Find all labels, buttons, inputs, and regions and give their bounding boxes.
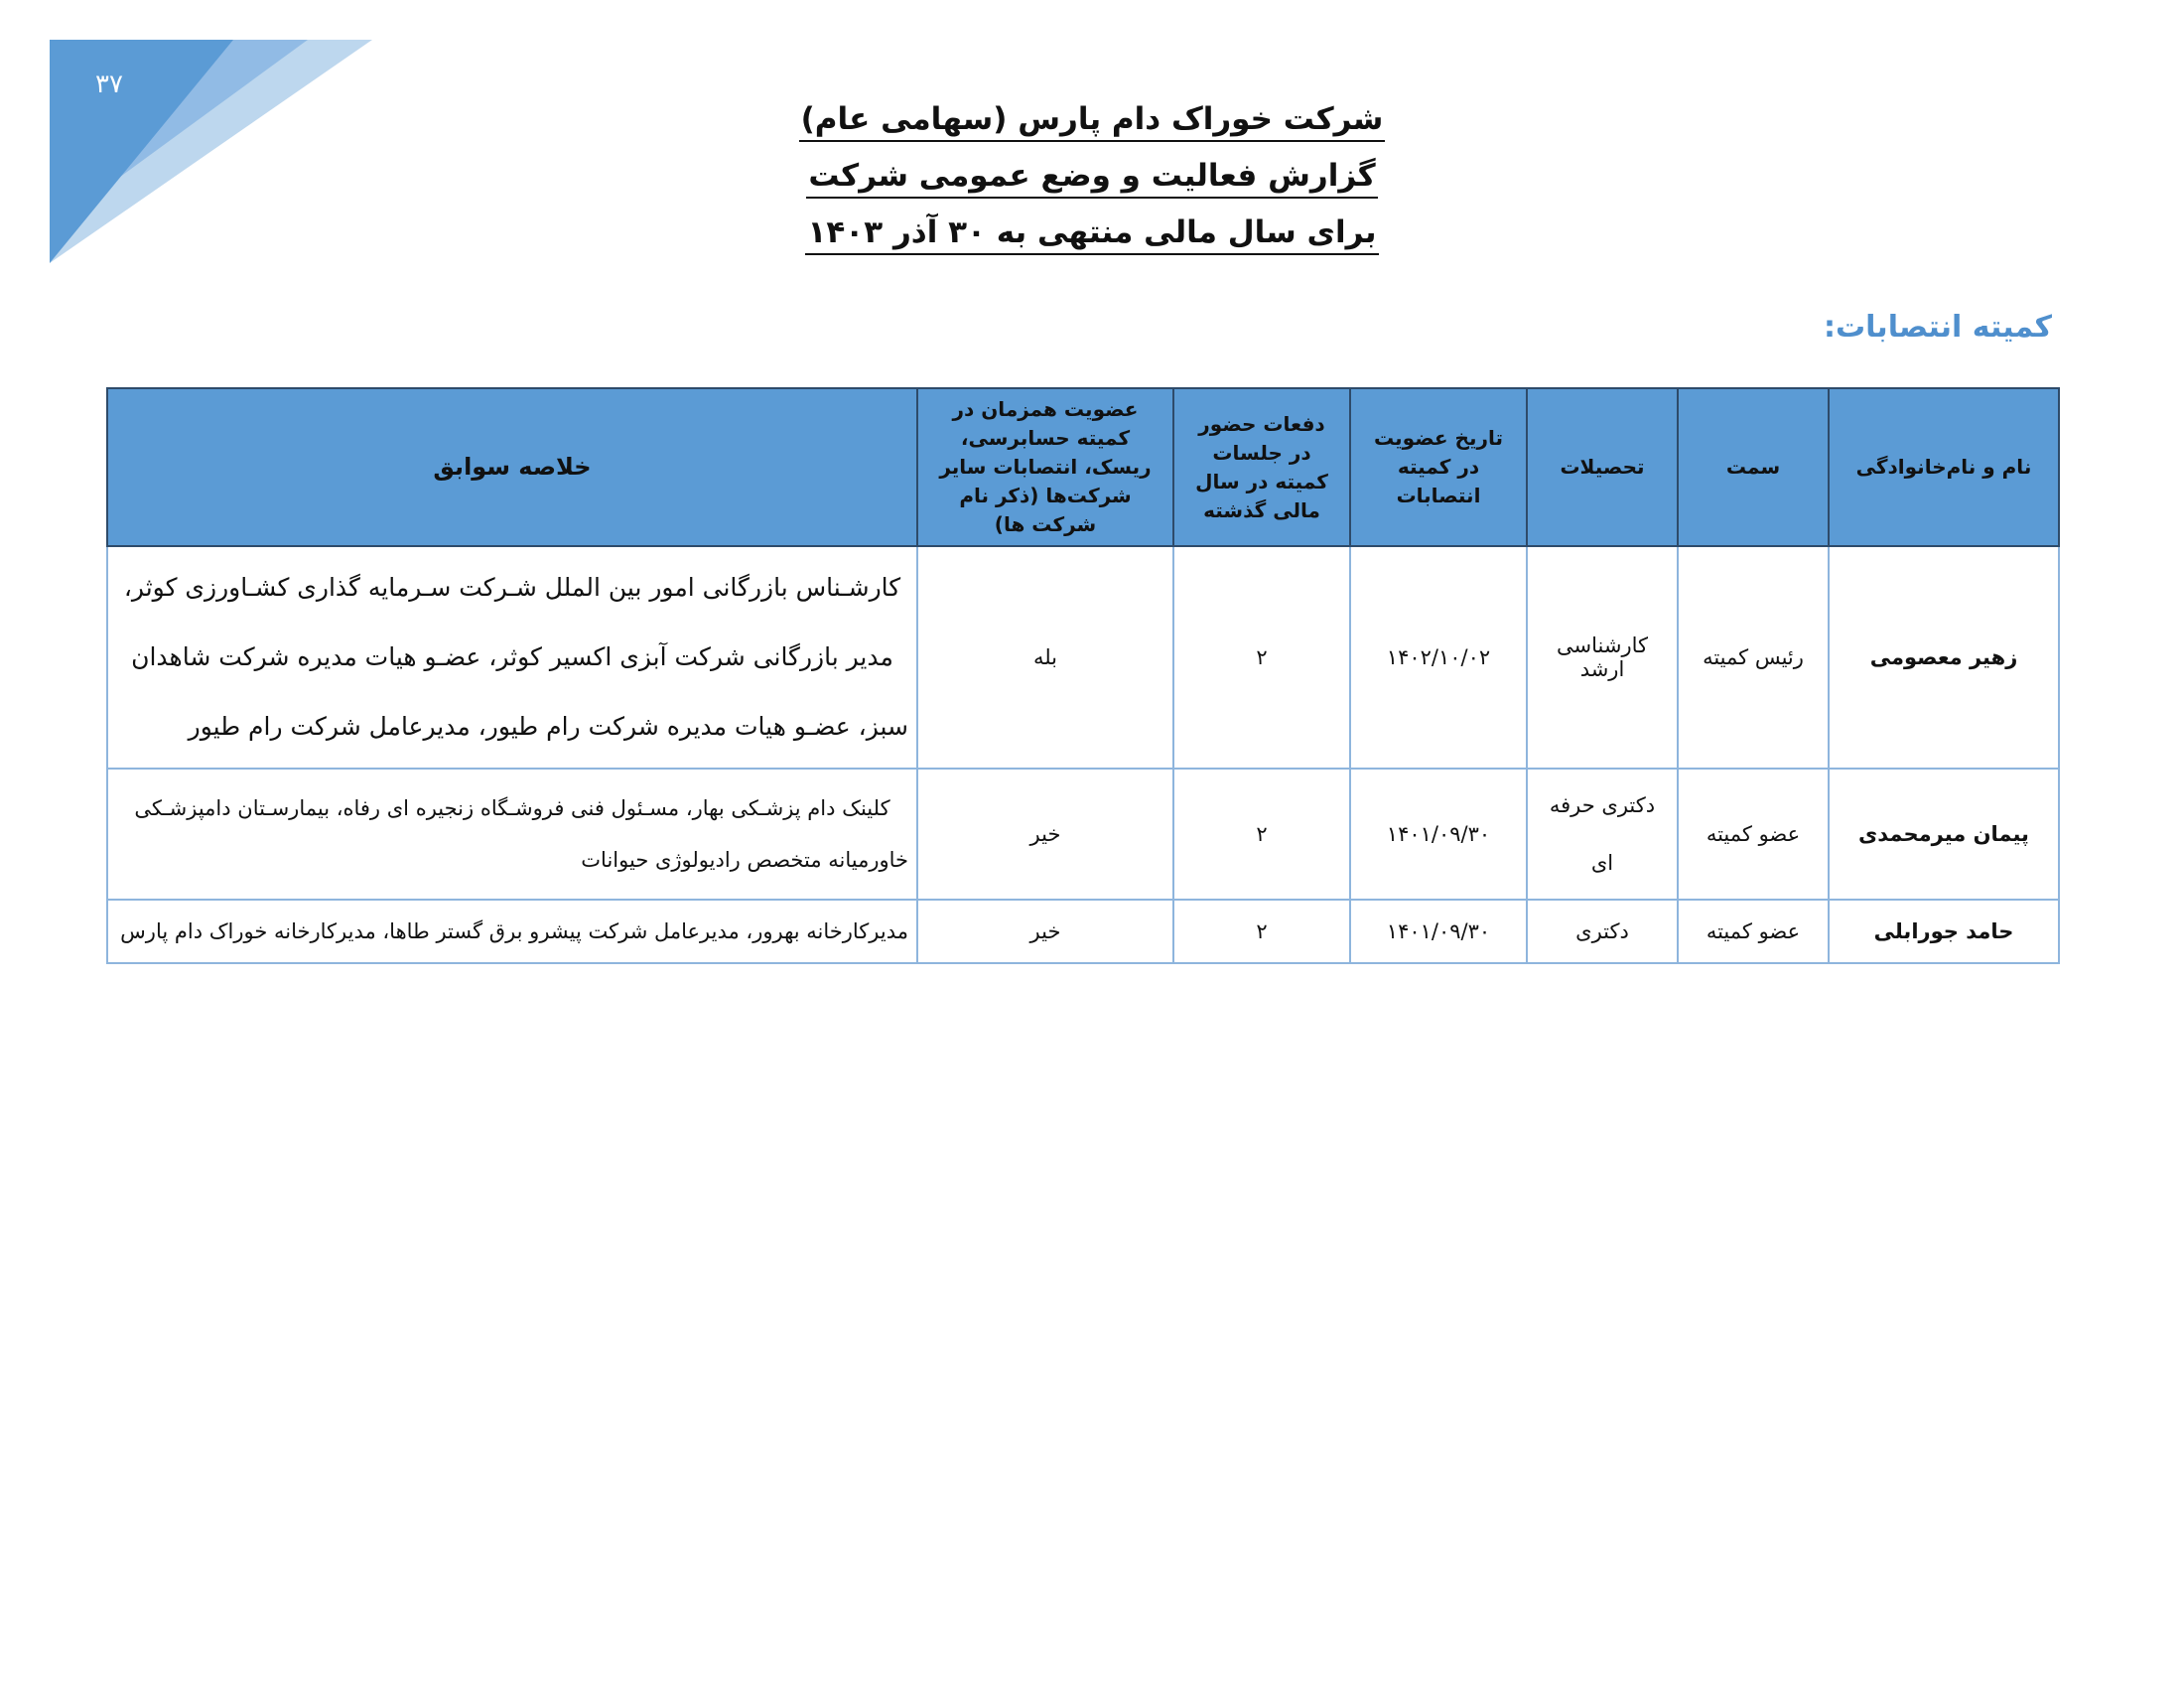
header-education: تحصیلات — [1527, 388, 1678, 546]
header-attendance: دفعات حضور در جلسات کمیته در سال مالی گذشته — [1173, 388, 1350, 546]
member-education: دکتری حرفه ای — [1527, 769, 1678, 900]
member-join-date: ۱۴۰۱/۰۹/۳۰ — [1350, 900, 1527, 963]
member-position: عضو کمیته — [1678, 769, 1829, 900]
header-name: نام و نام‌خانوادگی — [1829, 388, 2059, 546]
member-education: دکتری — [1527, 900, 1678, 963]
header-concurrent-membership: عضویت همزمان در کمیته حسابرسی، ریسک، انتصابات سایر شرکت‌ها (ذکر نام شرکت ها) — [917, 388, 1173, 546]
member-attendance: ۲ — [1173, 769, 1350, 900]
table-header-row — [107, 388, 2059, 546]
header-summary: خلاصه سوابق — [107, 388, 917, 546]
member-name: زهیر معصومی — [1829, 546, 2059, 769]
table-row — [107, 546, 2059, 769]
member-attendance: ۲ — [1173, 900, 1350, 963]
member-concurrent: خیر — [917, 769, 1173, 900]
member-summary: کارشـناس بازرگانی امور بین الملل شـرکت سـرمایه گذاری کشـاورزی کوثر، مدیر بازرگانی شرکت آبزی اکسیر کوثر، عضـو هیات مدیره شرکت شاهدان سبز، عضـو هیات مدیره شرکت رام طیور، مدیرعامل شرکت رام طیور — [107, 546, 917, 769]
member-join-date: ۱۴۰۱/۰۹/۳۰ — [1350, 769, 1527, 900]
member-join-date: ۱۴۰۲/۱۰/۰۲ — [1350, 546, 1527, 769]
table-row — [107, 769, 2059, 900]
fiscal-year-title: برای سال مالی منتهی به ۳۰ آذر ۱۴۰۳ — [805, 212, 1378, 255]
section-heading: کمیته انتصابات: — [1824, 310, 2052, 345]
member-name: حامد جورابلی — [1829, 900, 2059, 963]
company-title: شرکت خوراک دام پارس (سهامی عام) — [799, 99, 1386, 142]
member-concurrent: بله — [917, 546, 1173, 769]
member-attendance: ۲ — [1173, 546, 1350, 769]
table-row — [107, 900, 2059, 963]
member-name: پیمان میرمحمدی — [1829, 769, 2059, 900]
member-education: کارشناسی ارشد — [1527, 546, 1678, 769]
member-summary: مدیرکارخانه بهرور، مدیرعامل شرکت پیشرو برق گستر طاها، مدیرکارخانه خوراک دام پارس — [107, 900, 917, 963]
member-position: عضو کمیته — [1678, 900, 1829, 963]
member-position: رئیس کمیته — [1678, 546, 1829, 769]
member-concurrent: خیر — [917, 900, 1173, 963]
page-number: ۳۷ — [95, 70, 123, 99]
appointments-committee-table — [106, 387, 2060, 964]
header-join-date: تاریخ عضویت در کمیته انتصابات — [1350, 388, 1527, 546]
report-title: گزارش فعالیت و وضع عمومی شرکت — [806, 156, 1377, 199]
report-header — [0, 99, 2184, 269]
member-summary: کلینک دام پزشـکی بهار، مسـئول فنی فروشـگاه زنجیره ای رفاه، بیمارسـتان دامپزشـکی خاورمیانه متخصص رادیولوژی حیوانات — [107, 769, 917, 900]
header-position: سمت — [1678, 388, 1829, 546]
